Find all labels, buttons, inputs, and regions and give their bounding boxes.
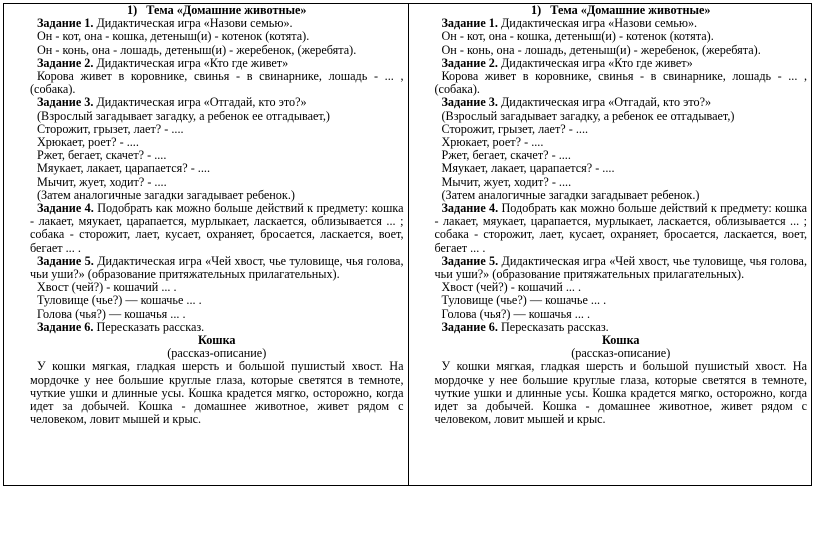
task-2-body: Корова живет в коровнике, свинья - в свинарнике, лошадь - ... , (собака). (434, 69, 807, 97)
task-6-text: Пересказать рассказ. (93, 319, 205, 334)
task-5-line: Голова (чья?) — кошачья ... . (37, 306, 186, 321)
task-3-line: Мычит, жует, ходит? - .... (37, 174, 167, 189)
task-1-text: Дидактическая игра «Назови семью». (497, 16, 698, 31)
task-5-text: Дидактическая игра «Чей хвост, чье туловище, чья голова, чьи уши?» (образование притяжательных прилагательных). (30, 253, 404, 282)
task-4-label: Задание 4. (37, 201, 94, 216)
story-subtitle: (рассказ-описание) (571, 346, 671, 361)
task-5-line: Туловище (чье?) — кошачье ... . (37, 293, 202, 308)
task-3-line: Ржет, бегает, скачет? - .... (37, 148, 167, 163)
topic-title: 1) Тема «Домашние животные» (127, 3, 307, 17)
task-6-label: Задание 6. (37, 319, 94, 334)
task-3-line: (Взрослый загадывает загадку, а ребенок ее отгадывает,) (37, 108, 330, 123)
task-1-label: Задание 1. (37, 16, 94, 31)
task-2-body: Корова живет в коровнике, свинья - в свинарнике, лошадь - ... , (собака). (30, 69, 404, 97)
task-3-line: Сторожит, грызет, лает? - .... (37, 121, 184, 136)
task-3-line: Хрюкает, роет? - .... (37, 135, 139, 150)
task-3 (30, 96, 404, 109)
right-column (408, 4, 812, 485)
task-2-text: Дидактическая игра «Кто где живет» (93, 55, 289, 70)
task-1-line: Он - кот, она - кошка, детеныш(и) - котенок (котята). (441, 29, 714, 44)
task-5-text: Дидактическая игра «Чей хвост, чье туловище, чья голова, чьи уши?» (образование притяжательных прилагательных). (434, 253, 807, 282)
left-column (4, 4, 408, 485)
task-4-label: Задание 4. (441, 201, 499, 216)
task-6-label: Задание 6. (441, 319, 498, 334)
task-5-line: Голова (чья?) — кошачья ... . (441, 306, 591, 321)
task-5-label: Задание 5. (441, 253, 499, 268)
task-6-text: Пересказать рассказ. (497, 319, 609, 334)
task-1-line: Он - конь, она - лошадь, детеныш(и) - жеребенок, (жеребята). (37, 42, 357, 57)
story-title: Кошка (601, 333, 640, 348)
task-2-text: Дидактическая игра «Кто где живет» (497, 55, 693, 70)
topic-title: 1) Тема «Домашние животные» (531, 3, 711, 17)
task-1-line: Он - конь, она - лошадь, детеныш(и) - жеребенок, (жеребята). (441, 42, 761, 57)
story-title: Кошка (197, 333, 236, 348)
task-5 (435, 255, 808, 281)
task-5-line: Хвост (чей?) - кошачий ... . (441, 280, 582, 295)
task-1-label: Задание 1. (441, 16, 498, 31)
task-3-line: (Взрослый загадывает загадку, а ребенок ее отгадывает,) (441, 108, 735, 123)
task-2-label: Задание 2. (441, 55, 498, 70)
task-3-line: Хрюкает, роет? - .... (441, 135, 544, 150)
task-4 (30, 202, 404, 255)
story-subtitle: (рассказ-описание) (167, 346, 267, 361)
task-3-label: Задание 3. (441, 95, 498, 110)
task-5-line: Хвост (чей?) - кошачий ... . (37, 280, 177, 295)
task-3-text: Дидактическая игра «Отгадай, кто это?» (497, 95, 712, 110)
task-3-line: Мяукает, лакает, царапается? - .... (441, 161, 615, 176)
story-text: У кошки мягкая, гладкая шерсть и большой пушистый хвост. На мордочке у нее большие круглые глаза, которые светятся в темноте, чуткие ушки и длинные усы. Кошка крадется мягко, осторожно, когда идет за добычей. Кошка - домашнее животное, живет рядом с человеком, ловит мышей и крыс. (30, 359, 404, 427)
task-4-text: Подобрать как можно больше действий к предмету: кошка - лакает, мяукает, царапается, мурлыкает, ласкается, облизывается ... ; собака - сторожит, лает, кусает, охраняет, бросается, ласкается, воет, бегает ... . (434, 201, 807, 255)
task-2-label: Задание 2. (37, 55, 94, 70)
task-4-text: Подобрать как можно больше действий к предмету: кошка - лакает, мяукает, царапается, мурлыкает, ласкается, облизывается ... ; собака - сторожит, лает, кусает, охраняет, бросается, ласкается, воет, бегает ... . (30, 201, 404, 255)
task-3-line: (Затем аналогичные загадки загадывает ребенок.) (37, 187, 295, 202)
task-3-line: (Затем аналогичные загадки загадывает ребенок.) (441, 187, 700, 202)
worksheet-table (3, 3, 812, 486)
task-3 (435, 96, 808, 109)
task-5-label: Задание 5. (37, 253, 94, 268)
task-3-line: Сторожит, грызет, лает? - .... (441, 121, 589, 136)
story-text: У кошки мягкая, гладкая шерсть и большой пушистый хвост. На мордочке у нее большие круглые глаза, которые светятся в темноте, чуткие ушки и длинные усы. Кошка крадется мягко, осторожно, когда идет за добычей. Кошка - домашнее животное, живет рядом с человеком, ловит мышей и крыс. (434, 359, 807, 427)
task-3-line: Мяукает, лакает, царапается? - .... (37, 161, 210, 176)
task-5-line: Туловище (чье?) — кошачье ... . (441, 293, 607, 308)
task-3-line: Мычит, жует, ходит? - .... (441, 174, 572, 189)
task-5 (30, 255, 404, 281)
task-4 (435, 202, 808, 255)
task-3-line: Ржет, бегает, скачет? - .... (441, 148, 571, 163)
task-3-label: Задание 3. (37, 95, 94, 110)
task-1-line: Он - кот, она - кошка, детеныш(и) - котенок (котята). (37, 29, 310, 44)
task-3-text: Дидактическая игра «Отгадай, кто это?» (93, 95, 307, 110)
task-1-text: Дидактическая игра «Назови семью». (93, 16, 293, 31)
